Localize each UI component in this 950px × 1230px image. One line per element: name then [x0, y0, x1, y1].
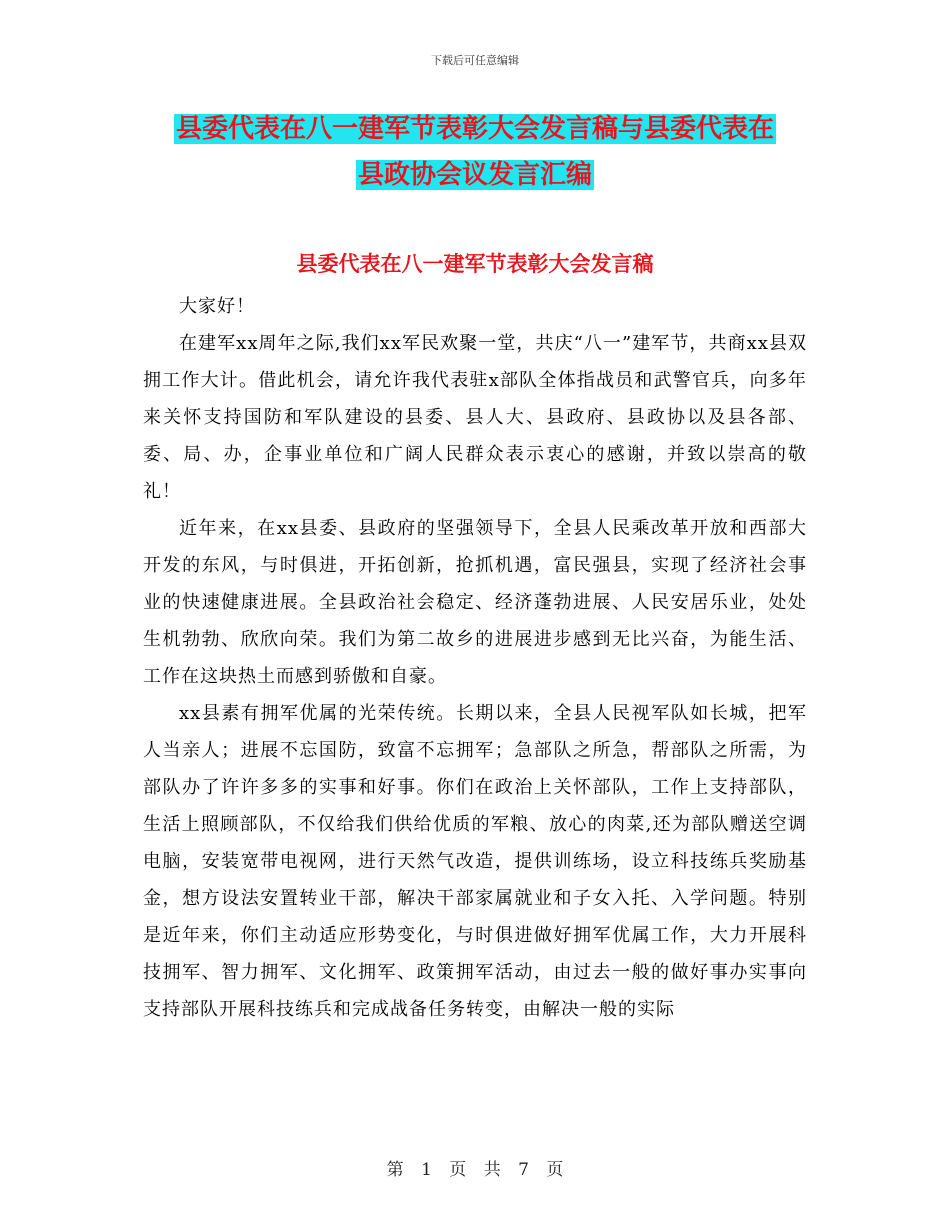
paragraph: 近年来，在xx县委、县政府的坚强领导下，全县人民乘改革开放和西部大开发的东风，与时俱进，开拓创新，抢抓机遇，富民强县，实现了经济社会事业的快速健康进展。全县政治社会稳定、经济蓬勃进展、人民安居乐业，处处生机勃勃、欣欣向荣。我们为第二故乡的进展进步感到无比兴奋，为能生活、工作在这块热土而感到骄傲和自豪。 [143, 518, 807, 687]
body-text [143, 288, 807, 1028]
paragraph-greeting: 大家好！ [179, 296, 255, 317]
document-title-text-2: 县政协会议发言汇编 [357, 160, 592, 190]
section-title: 县委代表在八一建军节表彰大会发言稿 [296, 252, 654, 276]
footer-page-word: 第 [386, 1160, 404, 1180]
paragraph: 在建军xx周年之际,我们xx军民欢聚一堂，共庆“八一”建军节，共商xx县双拥工作大计。借此机会，请允许我代表驻x部队全体指战员和武警官兵，向多年来关怀支持国防和军队建设的县委、县人大、县政府、县政协以及县各部、委、局、办，企事业单位和广阔人民群众表示衷心的感谢，并致以崇高的敬礼！ [143, 333, 807, 502]
footer-total-word: 共 [483, 1160, 501, 1180]
page-footer [0, 1155, 950, 1180]
header-note: 下载后可任意编辑 [431, 54, 519, 67]
document-title-line-1 [0, 109, 950, 149]
footer-total-unit: 页 [546, 1160, 564, 1180]
footer-total-pages: 7 [518, 1160, 529, 1180]
paragraph: xx县素有拥军优属的光荣传统。长期以来，全县人民视军队如长城，把军人当亲人；进展不忘国防，致富不忘拥军；急部队之所急，帮部队之所需，为部队办了许许多多的实事和好事。你们在政治上关怀部队，工作上支持部队，生活上照顾部队，不仅给我们供给优质的军粮、放心的肉菜,还为部队赠送空调电脑，安装宽带电视网，进行天然气改造，提供训练场，设立科技练兵奖励基金，想方设法安置转业干部，解决干部家属就业和子女入托、入学问题。特别是近年来，你们主动适应形势变化，与时俱进做好拥军优属工作，大力开展科技拥军、智力拥军、文化拥军、政策拥军活动，由过去一般的做好事办实事向支持部队开展科技练兵和完成战备任务转变，由解决一般的实际 [143, 703, 807, 1020]
document-title-line-2 [0, 155, 950, 195]
footer-page-number: 1 [421, 1160, 432, 1180]
footer-page-unit: 页 [449, 1160, 467, 1180]
document-title-text-1: 县委代表在八一建军节表彰大会发言稿与县委代表在 [175, 114, 774, 144]
